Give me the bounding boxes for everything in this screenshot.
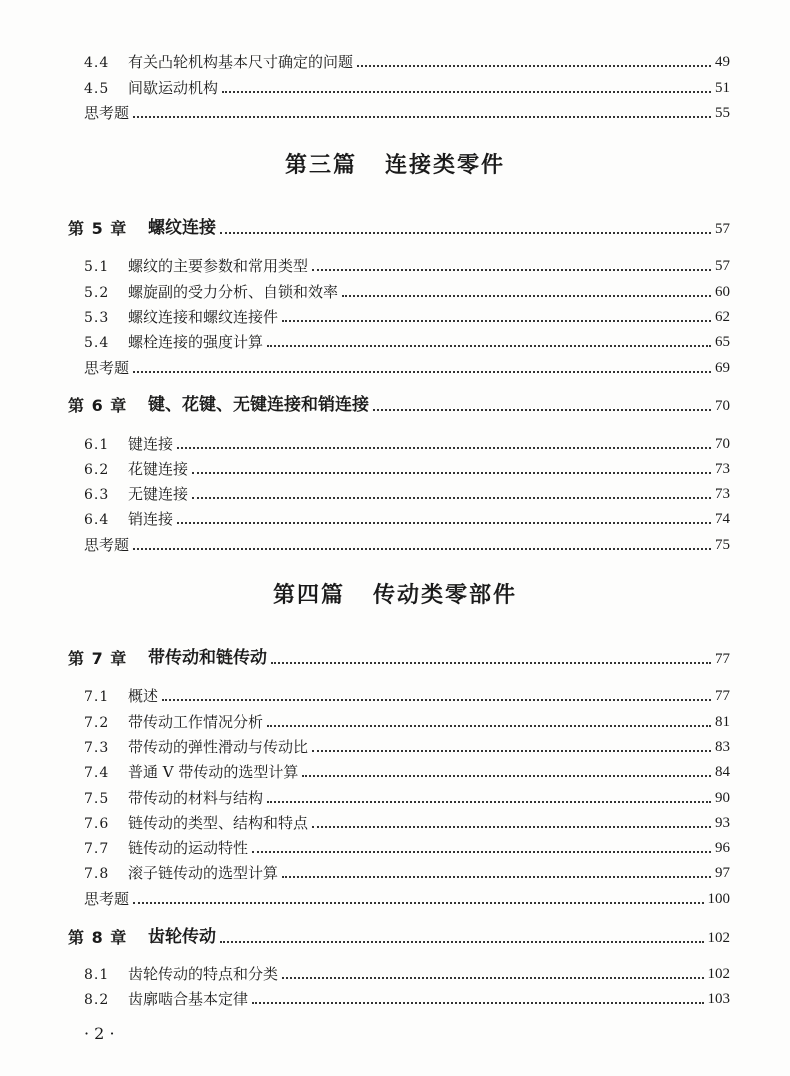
section-entry[interactable] — [84, 503, 730, 527]
section-number: 8.2 — [84, 992, 110, 1008]
page-number-ref: 96 — [715, 840, 730, 856]
section-number: 7.1 — [84, 689, 110, 705]
dot-leader — [302, 775, 711, 777]
section-entry[interactable] — [84, 680, 730, 704]
section-title: 螺纹的主要参数和常用类型 — [128, 257, 309, 275]
dot-leader — [357, 65, 711, 67]
section-entry[interactable] — [84, 756, 730, 780]
page-number-ref: 69 — [715, 360, 730, 376]
section-number: 7.3 — [84, 740, 110, 756]
part-label: 第四篇 — [272, 582, 345, 608]
section-number: 6.2 — [84, 462, 110, 478]
page-number-ref: 57 — [715, 221, 730, 237]
section-number: 8.1 — [84, 967, 110, 983]
section-entry[interactable] — [84, 326, 730, 350]
dot-leader — [267, 801, 711, 803]
page-number-ref: 57 — [715, 258, 730, 274]
dot-leader — [282, 320, 711, 322]
section-entry[interactable] — [84, 807, 730, 831]
page-number-ref: 70 — [715, 436, 730, 452]
dot-leader — [312, 269, 711, 271]
section-number: 6.4 — [84, 512, 110, 528]
page-number: · 2 · — [84, 1024, 115, 1043]
section-entry[interactable] — [84, 832, 730, 856]
page-number-ref: 83 — [715, 739, 730, 755]
section-number: 5.3 — [84, 310, 110, 326]
chapter-number: 第 6 章 — [68, 396, 128, 415]
section-number: 5.2 — [84, 285, 110, 301]
page-number-ref: 102 — [707, 930, 730, 946]
section-title: 思考题 — [84, 104, 130, 122]
dot-leader — [162, 699, 711, 701]
part-title: 传动类零部件 — [373, 582, 518, 608]
section-number: 6.1 — [84, 437, 110, 453]
part-label: 第三篇 — [284, 152, 357, 178]
page-number-ref: 49 — [715, 54, 730, 70]
section-title: 普通 V 带传动的选型计算 — [128, 763, 299, 781]
page-number-ref: 73 — [715, 461, 730, 477]
section-title: 螺栓连接的强度计算 — [128, 333, 264, 351]
page-number-ref: 74 — [715, 511, 730, 527]
part-title: 连接类零件 — [385, 152, 506, 178]
page-number-ref: 65 — [715, 334, 730, 350]
section-entry[interactable] — [84, 478, 730, 502]
dot-leader — [222, 91, 711, 93]
section-title: 链传动的类型、结构和特点 — [128, 814, 309, 832]
page-number-ref: 55 — [715, 105, 730, 121]
dot-leader — [342, 295, 711, 297]
section-title: 花键连接 — [128, 460, 189, 478]
dot-leader — [220, 232, 711, 234]
chapter-entry[interactable] — [68, 213, 730, 237]
chapter-title: 齿轮传动 — [148, 927, 216, 947]
section-title: 齿轮传动的特点和分类 — [128, 965, 279, 983]
page-number-ref: 73 — [715, 486, 730, 502]
section-entry[interactable] — [84, 97, 730, 121]
page-number-ref: 62 — [715, 309, 730, 325]
section-number: 7.6 — [84, 816, 110, 832]
chapter-number: 第 8 章 — [68, 928, 128, 947]
section-entry[interactable] — [84, 453, 730, 477]
section-entry[interactable] — [84, 782, 730, 806]
dot-leader — [282, 876, 711, 878]
section-title: 有关凸轮机构基本尺寸确定的问题 — [128, 53, 354, 71]
section-entry[interactable] — [84, 731, 730, 755]
chapter-number: 第 7 章 — [68, 649, 128, 668]
section-number: 5.1 — [84, 259, 110, 275]
dot-leader — [282, 977, 703, 979]
section-number: 7.7 — [84, 841, 110, 857]
page-number-ref: 100 — [707, 891, 730, 907]
dot-leader — [133, 116, 711, 118]
section-title: 带传动的弹性滑动与传动比 — [128, 738, 309, 756]
section-title: 滚子链传动的选型计算 — [128, 864, 279, 882]
section-number: 4.5 — [84, 81, 110, 97]
dot-leader — [177, 522, 711, 524]
dot-leader — [133, 371, 711, 373]
section-title: 思考题 — [84, 890, 130, 908]
section-entry[interactable] — [84, 72, 730, 96]
dot-leader — [192, 472, 711, 474]
page-number-ref: 103 — [707, 991, 730, 1007]
section-entry[interactable] — [84, 958, 730, 982]
chapter-title: 螺纹连接 — [148, 218, 216, 238]
chapter-entry[interactable] — [68, 643, 730, 667]
section-entry[interactable] — [84, 983, 730, 1007]
section-number: 7.2 — [84, 715, 110, 731]
part-heading — [0, 148, 790, 179]
page-number-ref: 93 — [715, 815, 730, 831]
section-number: 7.8 — [84, 866, 110, 882]
dot-leader — [252, 1002, 703, 1004]
section-entry[interactable] — [84, 428, 730, 452]
dot-leader — [252, 851, 711, 853]
section-entry[interactable] — [84, 529, 730, 553]
chapter-number: 第 5 章 — [68, 219, 128, 238]
page-number-ref: 84 — [715, 764, 730, 780]
section-entry[interactable] — [84, 276, 730, 300]
section-title: 链传动的运动特性 — [128, 839, 249, 857]
section-title: 思考题 — [84, 359, 130, 377]
chapter-entry[interactable] — [68, 922, 730, 946]
page-number-ref: 97 — [715, 865, 730, 881]
section-entry[interactable] — [84, 706, 730, 730]
section-number: 4.4 — [84, 55, 110, 71]
section-entry[interactable] — [84, 857, 730, 881]
section-entry[interactable] — [84, 301, 730, 325]
page-number-ref: 60 — [715, 284, 730, 300]
page-number-ref: 102 — [707, 966, 730, 982]
dot-leader — [312, 826, 711, 828]
section-entry[interactable] — [84, 352, 730, 376]
section-number: 7.4 — [84, 765, 110, 781]
section-title: 带传动的材料与结构 — [128, 789, 264, 807]
dot-leader — [267, 725, 711, 727]
page-number-ref: 75 — [715, 537, 730, 553]
section-number: 7.5 — [84, 791, 110, 807]
dot-leader — [312, 750, 711, 752]
section-title: 键连接 — [128, 435, 174, 453]
chapter-title: 带传动和链传动 — [148, 648, 267, 668]
section-entry[interactable] — [84, 46, 730, 70]
chapter-title: 键、花键、无键连接和销连接 — [148, 395, 369, 415]
dot-leader — [177, 447, 711, 449]
section-title: 螺纹连接和螺纹连接件 — [128, 308, 279, 326]
part-heading — [0, 578, 790, 609]
section-title: 带传动工作情况分析 — [128, 713, 264, 731]
section-number: 5.4 — [84, 335, 110, 351]
dot-leader — [133, 548, 711, 550]
section-title: 间歇运动机构 — [128, 79, 219, 97]
dot-leader — [133, 902, 703, 904]
dot-leader — [271, 662, 711, 664]
dot-leader — [267, 345, 711, 347]
section-number: 6.3 — [84, 487, 110, 503]
section-title: 齿廓啮合基本定律 — [128, 990, 249, 1008]
dot-leader — [192, 497, 711, 499]
section-title: 销连接 — [128, 510, 174, 528]
section-entry[interactable] — [84, 883, 730, 907]
section-entry[interactable] — [84, 250, 730, 274]
page-number-ref: 70 — [715, 398, 730, 414]
dot-leader — [220, 941, 704, 943]
page-number-ref: 51 — [715, 80, 730, 96]
page-number-ref: 90 — [715, 790, 730, 806]
page-number-ref: 81 — [715, 714, 730, 730]
page-number-ref: 77 — [715, 651, 730, 667]
page-number-ref: 77 — [715, 688, 730, 704]
section-title: 思考题 — [84, 536, 130, 554]
section-title: 概述 — [128, 687, 159, 705]
section-title: 无键连接 — [128, 485, 189, 503]
section-title: 螺旋副的受力分析、自锁和效率 — [128, 283, 339, 301]
chapter-entry[interactable] — [68, 390, 730, 414]
dot-leader — [373, 409, 711, 411]
